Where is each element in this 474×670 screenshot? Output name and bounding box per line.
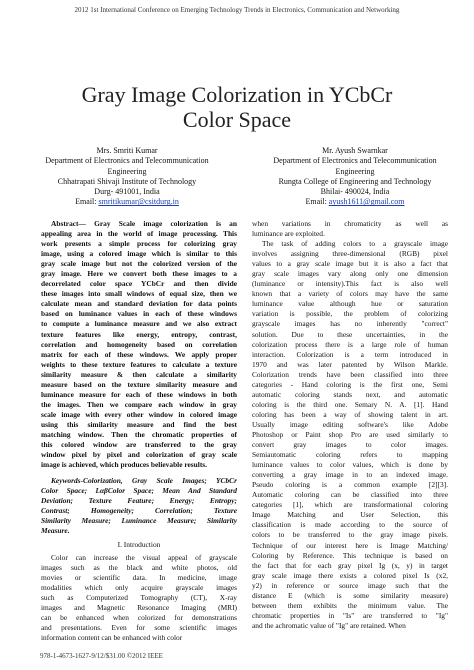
section-heading: I. Introduction bbox=[117, 540, 161, 550]
text-line: the images. Then we compare each window in gray bbox=[41, 399, 237, 409]
text-line: Photoshop or Paint shop Pro are used similarly to bbox=[252, 429, 448, 439]
text-line: luminance measure for each of these windows in both bbox=[41, 389, 237, 399]
text-line: categories [1], which are transformational coloring bbox=[252, 500, 448, 510]
text-line: image, using a colored image which is similar to this bbox=[41, 249, 237, 259]
text-line: gray scale images vary along only one dimension bbox=[252, 269, 448, 279]
author-line: Chhatrapati Shivaji Institute of Technology bbox=[57, 176, 197, 186]
text-line: decorrelated color space YCbCr and then divide bbox=[41, 279, 237, 289]
text-line: variation is possible, the problem of colorizing bbox=[252, 309, 448, 319]
conference-header: 2012 1st International Conference on Emerging Technology Trends in Electronics, Communication and Networking bbox=[74, 6, 400, 14]
text-line: luminance value although hue or saturation bbox=[252, 299, 448, 309]
text-line: texture features like energy, entropy, contrast, bbox=[41, 329, 237, 339]
introduction-paragraph bbox=[41, 553, 237, 643]
author-line: Durg- 491001, India bbox=[94, 187, 160, 197]
text-line: converting a gray image in to an indexed image. bbox=[252, 470, 448, 480]
author-email-link[interactable]: smritikumar@csitdurg.in bbox=[98, 197, 179, 207]
text-line: Colorization trends have been classified into three bbox=[252, 369, 448, 379]
author-email-row bbox=[250, 197, 460, 207]
title-line: Gray Image Colorization in YCbCr bbox=[81, 82, 393, 107]
text-line: Abstract— Gray Scale image colorization is an bbox=[51, 219, 237, 228]
text-line: distance E (which is some similarity measure) bbox=[252, 590, 448, 600]
text-line: The task of adding colors to a grayscale image bbox=[262, 239, 448, 249]
text-line: weights to these texture features to calculate a texture bbox=[41, 359, 237, 369]
copyright-footer: 978-1-4673-1627-9/12/$31.00 ©2012 IEEE bbox=[40, 652, 163, 660]
text-line: the fact that for each gray pixel Ig (x, y) in target bbox=[252, 560, 448, 570]
text-line: appealing area in the world of image processing. This bbox=[41, 229, 237, 239]
text-line: coloring has been a way of showing talent in art. bbox=[252, 409, 448, 419]
text-line: luminance are exploited. bbox=[252, 229, 325, 239]
text-line: similarity measure & then calculate a similarity bbox=[41, 369, 237, 379]
author-block-2 bbox=[250, 146, 460, 208]
text-line: gray scale image but not the colorized version of the bbox=[41, 259, 237, 269]
text-line: correlation and homogeneity based on correlation bbox=[41, 339, 237, 349]
author-line: Rungta College of Engineering and Technology bbox=[278, 176, 432, 186]
text-line: Keywords-Colorization, Gray Scale Images; YCbCr bbox=[51, 476, 237, 486]
text-line: between them exhibits the minimum value. The bbox=[252, 600, 448, 610]
title-line: Color Space bbox=[182, 107, 292, 132]
author-line: Department of Electronics and Telecommunication bbox=[45, 156, 209, 166]
text-line: scale image with every other window in colored image bbox=[41, 409, 237, 419]
text-line: Color can increase the visual appeal of grayscale bbox=[51, 552, 237, 562]
text-line: (luminance or intensity).This fact is also well bbox=[252, 279, 448, 289]
keywords-paragraph bbox=[41, 476, 237, 536]
text-line: Pseudo coloring is a common example [2][3]. bbox=[252, 480, 448, 490]
text-line: luminance values to color values, which is done by bbox=[252, 460, 448, 470]
text-line: can be enhanced when colorized for demonstrations bbox=[41, 612, 237, 622]
text-line: gray image. Here we convert both these images to a bbox=[41, 269, 237, 279]
text-line: matching window. Then the chromatic properties of bbox=[41, 429, 237, 439]
text-line: image is achieved, which produces believable results. bbox=[41, 460, 208, 470]
text-line: colorization process there is a large role of human bbox=[252, 339, 448, 349]
text-line: y2) in reference or source image such that the bbox=[252, 580, 448, 590]
text-line: solution. Due to these uncertainties, in the bbox=[252, 329, 448, 339]
text-line: Deviation; Texture Feature; Energy; Entropy; bbox=[41, 496, 237, 506]
text-line: Technique of our interest here is Image Matching/ bbox=[252, 540, 448, 550]
text-line: window pixel by pixel and colorization of gray scale bbox=[41, 450, 237, 460]
colorization-background-paragraph bbox=[252, 239, 448, 631]
text-line: Contrast; Homogeneity; Correlation; Texture bbox=[41, 506, 237, 516]
text-line: automatic coloring stands next, and automatic bbox=[252, 389, 448, 399]
email-label: Email: bbox=[75, 197, 97, 207]
author-block-1 bbox=[22, 146, 232, 208]
text-line: coloring is the third one. Semary N. A. [1]. Hand bbox=[252, 399, 448, 409]
text-line: Semiautomatic coloring refers to mapping bbox=[252, 450, 448, 460]
text-line: chromatic properties in "Is" are transferred to "Ig" bbox=[252, 610, 448, 620]
text-line: grayscale images has no inherently "correct" bbox=[252, 319, 448, 329]
text-line: images such as the black and white photos, old bbox=[41, 562, 237, 572]
text-line: these images into small windows of equal size, then we bbox=[41, 289, 237, 299]
paper-title bbox=[0, 82, 474, 132]
author-line: Mrs. Smriti Kumar bbox=[96, 146, 158, 155]
text-line: using this similarity measure and find the best bbox=[41, 419, 237, 429]
text-line: Coloring by Reference. This technique is based on bbox=[252, 550, 448, 560]
text-line: based on luminance values in each of these windows bbox=[41, 309, 237, 319]
text-line: 1970 and was later patented by Wilson Markle. bbox=[252, 359, 448, 369]
right-column bbox=[252, 219, 448, 631]
text-line: classification is made according to the source of bbox=[252, 520, 448, 530]
text-line: Image Matching and User Selection, this bbox=[252, 510, 448, 520]
continued-paragraph bbox=[252, 219, 448, 239]
author-line: Engineering bbox=[107, 166, 147, 176]
text-line: colors to be transferred to the gray image pixels. bbox=[252, 530, 448, 540]
email-label: Email: bbox=[305, 197, 327, 207]
text-line: interaction. Colorization is a term introduced in bbox=[252, 349, 448, 359]
text-line: to compute a luminance measure and we also extract bbox=[41, 319, 237, 329]
text-line: work presents a simple process for colorizing gray bbox=[41, 239, 237, 249]
abstract-paragraph bbox=[41, 219, 237, 470]
text-line: known that a variety of colors may have the same bbox=[252, 289, 448, 299]
text-line: matrix for each of these windows. We apply proper bbox=[41, 349, 237, 359]
text-line: Similarity Measure; Luminance Measure; Similarity bbox=[41, 516, 237, 526]
text-line: such as Computerized Tomography (CT), X-ray bbox=[41, 592, 237, 602]
text-line: measure based on the texture similarity measure and bbox=[41, 379, 237, 389]
text-line: information content can be enhanced with color bbox=[41, 632, 183, 642]
text-line: movies or scientific data. In medicine, image bbox=[41, 572, 237, 582]
text-line: calculate mean and standard deviation for data points bbox=[41, 299, 237, 309]
author-email-link[interactable]: ayush1611@gmail.com bbox=[328, 197, 405, 207]
text-line: when variations in chromaticity as well as bbox=[252, 219, 448, 228]
author-line: Mr. Ayush Swarnkar bbox=[322, 146, 388, 155]
text-line: Usually image editing software's like Adobe bbox=[252, 419, 448, 429]
left-column bbox=[41, 219, 237, 643]
text-line: and the achromatic value of "Ig" are retained. When bbox=[252, 620, 406, 630]
text-line: convert gray images to color images. bbox=[252, 440, 448, 450]
text-line: and presentations. Even for some scientific images bbox=[41, 622, 237, 632]
author-line: Bhilai- 490024, India bbox=[320, 187, 390, 197]
text-line: Measure. bbox=[41, 526, 70, 536]
text-line: Automatic coloring can be classified into three bbox=[252, 490, 448, 500]
text-line: modalities which only acquire grayscale images bbox=[41, 582, 237, 592]
text-line: categories - Hand coloring is the first one, Semi bbox=[252, 379, 448, 389]
author-line: Engineering bbox=[335, 166, 375, 176]
text-line: this colored window are transferred to the gray bbox=[41, 440, 237, 450]
text-line: images and Magnetic Resonance Imaging (MRI) bbox=[41, 602, 237, 612]
text-line: Color Space; LαβColor Space; Mean And Standard bbox=[41, 486, 237, 496]
text-line: values to a gray scale image but it is also a fact that bbox=[252, 259, 448, 269]
author-line: Department of Electronics and Telecommunication bbox=[273, 156, 437, 166]
text-line: involves assigning three-dimensional (RGB) pixel bbox=[252, 249, 448, 259]
author-email-row bbox=[22, 197, 232, 207]
text-line: gray scale image there exists a colored pixel Is (x2, bbox=[252, 570, 448, 580]
